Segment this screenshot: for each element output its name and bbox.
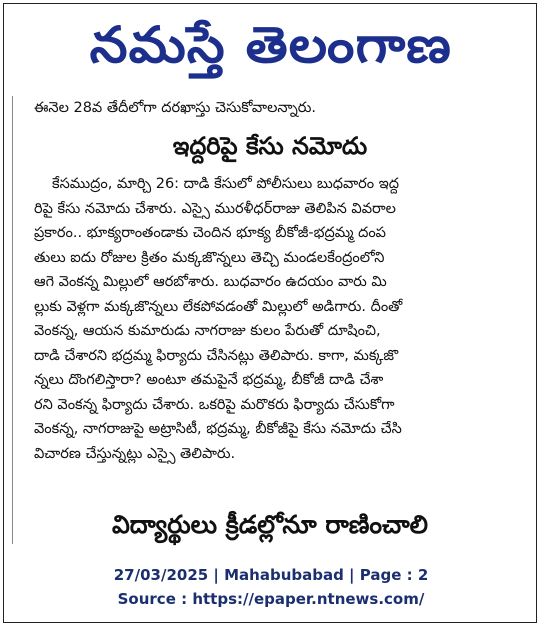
article-body-line: దాడి చేశారని భద్రమ్మ ఫిర్యాదు చేసినట్లు తెలిపారు. కాగా, మక్కజొ [34, 347, 399, 364]
article-body-line: రని వెంకన్న ఫిర్యాదు చేశారు. ఒకరిపై మరొకరు ఫిర్యాదు చేసుకోగా [34, 396, 395, 413]
article-body [34, 172, 504, 466]
article-body-line: ప్రకారం.. భూక్యరాంతండాకు చెందిన భూక్య బీకోజీ-భద్రమ్మ దంప [34, 225, 386, 241]
article-body-line: వెంకన్న, నాగరాజుపై అట్రాసిటీ, భద్రమ్మ, బీకోజీపై కేసు నమోదు చేసి [34, 421, 402, 437]
footer-date-line: 27/03/2025 | Mahabubabad | Page : 2 [113, 566, 429, 584]
article-body-line: వెంకన్న, ఆయన కుమారుడు నాగరాజు కులం పేరుతో దూషించి, [34, 323, 381, 339]
masthead [0, 6, 542, 84]
article-body-line: తులు ఐదు రోజుల క్రితం మక్కజొన్నలు తెచ్చి మండలకేంద్రంలోని [34, 249, 385, 266]
masthead-logo: నమస్తే తెలంగాణ [89, 16, 453, 74]
article-body-line: ల్లుకు వెళ్లగా మక్కజొన్నలు లేకపోవడంతో మిల్లులో అడిగారు. దీంతో [34, 298, 403, 315]
article-body-line: రిపై కేసు నమోదు చేశారు. ఎస్సై మురళీధర్‌రాజు తెలిపిన వివరాల [34, 200, 396, 217]
news-clipping [12, 92, 528, 548]
article-body-line: న్నలు దొంగలిస్తారా? అంటూ తమపైనే భద్రమ్మ, బీకోజీ దాడి చేశా [34, 372, 384, 388]
lead-line: ఈనెల 28వ తేదీలోగా దరఖాస్తు చెసుకోవాలన్నారు. [34, 100, 316, 116]
article-headline: ఇద్దరిపై కేసు నమోదు [172, 132, 368, 160]
article-body-line: విచారణ చేస్తున్నట్లు ఎస్సై తెలిపారు. [34, 445, 236, 462]
footer-source-line: Source : https://epaper.ntnews.com/ [117, 590, 425, 608]
article-body-line: ఆగె వెంకన్న మిల్లులో ఆరబోశారు. బుధవారం ఉదయం వారు మి [34, 274, 387, 290]
next-article-headline: విద్యార్థులు క్రీడల్లోనూ రాణించాలి [111, 510, 429, 539]
article-body-line: కేసముద్రం, మార్చి 26: దాడి కేసులో పోలీసులు బుధవారం ఇద్ద [52, 176, 399, 192]
